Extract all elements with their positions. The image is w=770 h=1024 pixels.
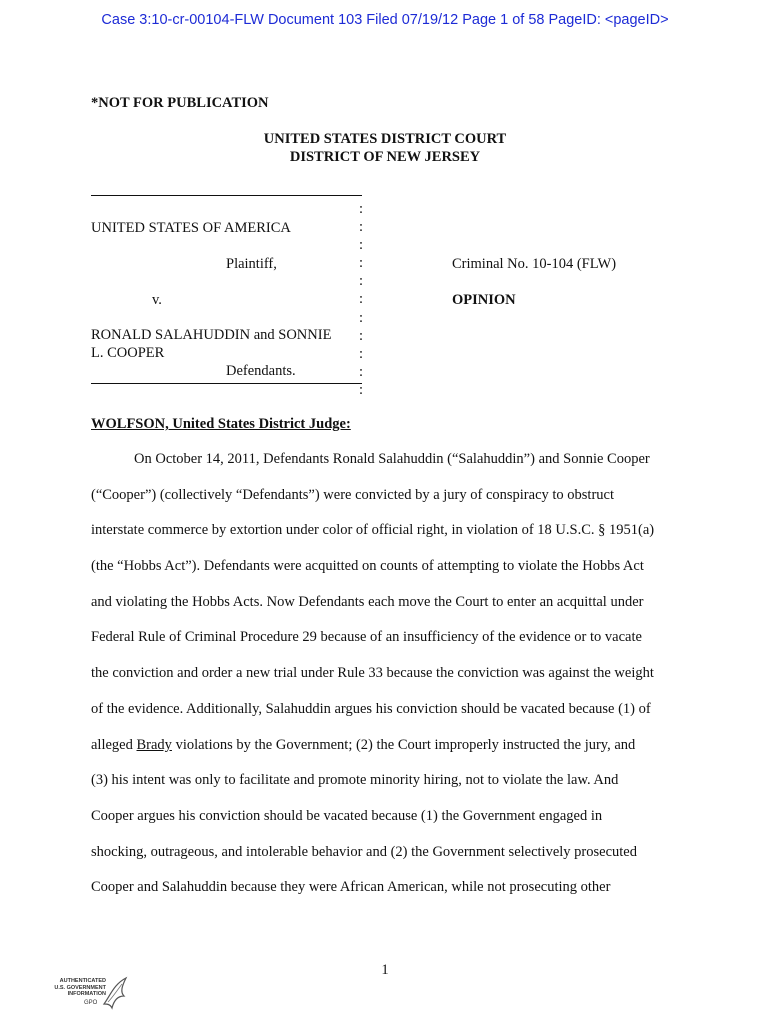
body-line: On October 14, 2011, Defendants Ronald Salahuddin (“Salahuddin”) and Sonnie Cooper bbox=[134, 451, 650, 467]
gpo-authenticated-logo: AUTHENTICATED U.S. GOVERNMENT INFORMATION GPO bbox=[44, 972, 134, 1016]
brady-case-name: Brady bbox=[136, 737, 172, 753]
judge-heading: WOLFSON, United States District Judge: bbox=[91, 416, 351, 432]
plaintiff-role: Plaintiff, bbox=[226, 256, 277, 272]
plaintiff-name: UNITED STATES OF AMERICA bbox=[91, 220, 291, 236]
defendants-role: Defendants. bbox=[226, 363, 296, 379]
body-line: and violating the Hobbs Acts. Now Defendants each move the Court to enter an acquittal under bbox=[91, 594, 644, 610]
court-name: UNITED STATES DISTRICT COURT bbox=[263, 131, 507, 147]
eagle-icon bbox=[100, 974, 130, 1014]
court-district: DISTRICT OF NEW JERSEY bbox=[289, 149, 481, 165]
defendants-name-line2: L. COOPER bbox=[91, 345, 165, 361]
defendants-name-line1: RONALD SALAHUDDIN and SONNIE bbox=[91, 327, 332, 343]
body-line: interstate commerce by extortion under color of official right, in violation of 18 U.S.C. § 1951(a) bbox=[91, 522, 655, 538]
body-line: Cooper and Salahuddin because they were African American, while not prosecuting other bbox=[91, 879, 611, 895]
body-line: (3) his intent was only to facilitate and promote minority hiring, not to violate the law. And bbox=[91, 772, 619, 788]
criminal-number: Criminal No. 10-104 (FLW) bbox=[452, 256, 617, 272]
page-number: 1 bbox=[381, 962, 389, 978]
body-line: (“Cooper”) (collectively “Defendants”) were convicted by a jury of conspiracy to obstruct bbox=[91, 487, 614, 503]
body-line: Federal Rule of Criminal Procedure 29 because of an insufficiency of the evidence or to vacate bbox=[91, 629, 642, 645]
body-line: alleged Brady violations by the Government; (2) the Court improperly instructed the jury, and bbox=[91, 737, 636, 753]
body-line: of the evidence. Additionally, Salahuddin argues his conviction should be vacated because (1) of bbox=[91, 701, 651, 717]
caption-bottom-rule bbox=[91, 383, 362, 384]
opinion-title: OPINION bbox=[452, 292, 516, 308]
versus: v. bbox=[152, 292, 162, 308]
body-line: the conviction and order a new trial under Rule 33 because the conviction was against the weight bbox=[91, 665, 654, 681]
body-line: shocking, outrageous, and intolerable behavior and (2) the Government selectively prosecuted bbox=[91, 844, 637, 860]
case-header: Case 3:10-cr-00104-FLW Document 103 Filed 07/19/12 Page 1 of 58 PageID: <pageID> bbox=[101, 12, 669, 28]
body-line: (the “Hobbs Act”). Defendants were acquitted on counts of attempting to violate the Hobbs Act bbox=[91, 558, 644, 574]
caption-colon-column: : : : : : : : : : : : bbox=[359, 201, 364, 398]
not-for-publication: *NOT FOR PUBLICATION bbox=[91, 95, 269, 111]
body-line: Cooper argues his conviction should be vacated because (1) the Government engaged in bbox=[91, 808, 603, 824]
caption-top-rule bbox=[91, 195, 362, 196]
